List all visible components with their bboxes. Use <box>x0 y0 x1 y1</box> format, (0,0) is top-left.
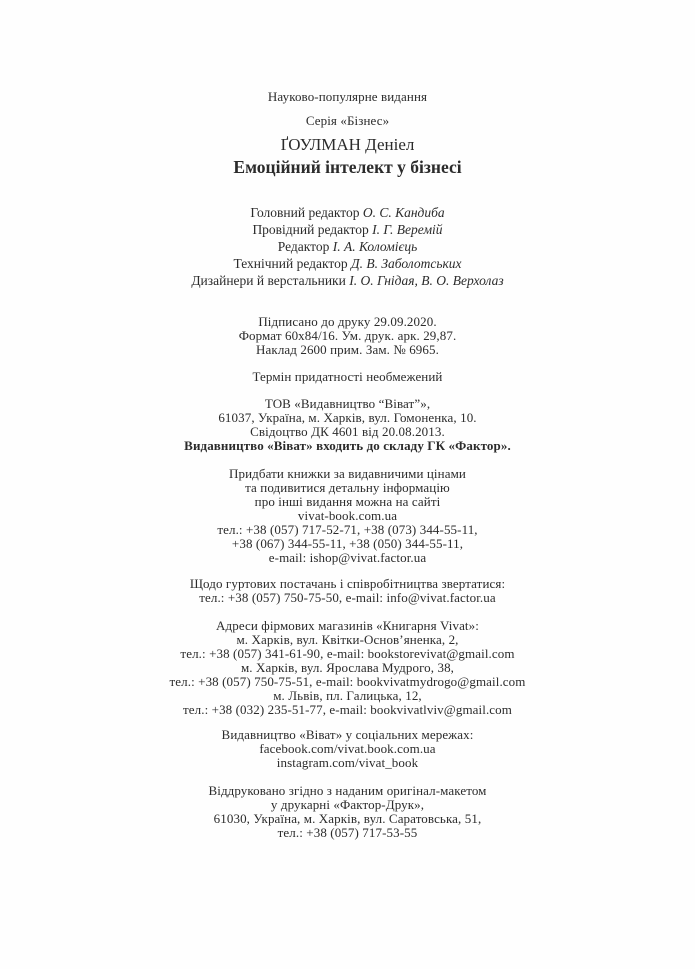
publisher-line: ТОВ «Видавництво “Віват”», <box>264 396 431 411</box>
purchase-line: про інші видання можна на сайті <box>254 494 441 509</box>
staff-name: О. С. Кандиба <box>362 205 445 220</box>
staff-role: Технічний редактор <box>233 256 351 271</box>
stores-header: Адреси фірмових магазинів «Книгарня Vivat»: <box>216 618 479 633</box>
store-contacts: тел.: +38 (057) 341-61-90, e-mail: bookstorevivat@gmail.com <box>180 646 515 661</box>
staff-line <box>0 221 695 238</box>
wholesale-block <box>0 577 695 605</box>
purchase-email: e-mail: ishop@vivat.factor.ua <box>268 550 427 565</box>
staff-block <box>0 204 695 289</box>
staff-line <box>0 204 695 221</box>
publisher-certificate: Свідоцтво ДК 4601 від 20.08.2013. <box>250 424 445 439</box>
staff-line <box>0 255 695 272</box>
staff-name: І. А. Коломієць <box>332 239 418 254</box>
purchase-phones: +38 (067) 344-55-11, +38 (050) 344-55-11, <box>231 536 464 551</box>
staff-name: І. О. Гнідая, В. О. Верхолаз <box>349 273 504 288</box>
store-contacts: тел.: +38 (032) 235-51-77, e-mail: bookvivatlviv@gmail.com <box>183 702 512 717</box>
purchase-line: Придбати книжки за видавничими цінами <box>229 466 466 481</box>
wholesale-contacts: тел.: +38 (057) 750-75-50, e-mail: info@vivat.factor.ua <box>199 590 496 605</box>
printing-house-phone: тел.: +38 (057) 717-53-55 <box>277 825 418 840</box>
print-run-block <box>0 315 695 357</box>
shelf-life-note: Термін придатності необмежений <box>252 369 443 384</box>
facebook-address: facebook.com/vivat.book.com.ua <box>259 741 436 756</box>
staff-role: Провідний редактор <box>252 222 373 237</box>
staff-name: Д. В. Заболотських <box>350 256 462 271</box>
publisher-address: 61037, Україна, м. Харків, вул. Гомоненка, 10. <box>218 410 477 425</box>
store-address: м. Харків, вул. Квітки-Основ’яненка, 2, <box>236 632 459 647</box>
staff-name: І. Г. Веремій <box>372 222 443 237</box>
publisher-website: vivat-book.com.ua <box>297 508 398 523</box>
stores-block <box>0 619 695 717</box>
social-header: Видавництво «Віват» у соціальних мережах: <box>221 727 474 742</box>
store-address: м. Харків, вул. Ярослава Мудрого, 38, <box>240 660 455 675</box>
store-address: м. Львів, пл. Галицька, 12, <box>273 688 422 703</box>
author-name: ҐОУЛМАН Деніел <box>280 135 415 154</box>
purchase-line: та подивитися детальну інформацію <box>245 480 450 495</box>
printing-house-block <box>0 784 695 840</box>
staff-line <box>0 272 695 289</box>
staff-role: Редактор <box>277 239 333 254</box>
staff-role: Дизайнери й верстальники <box>191 273 350 288</box>
store-contacts: тел.: +38 (057) 750-75-51, e-mail: bookvivatmydrogo@gmail.com <box>169 674 526 689</box>
book-title: Емоційний інтелект у бізнесі <box>233 157 462 177</box>
print-run-line: Формат 60х84/16. Ум. друк. арк. 29,87. <box>238 328 457 343</box>
staff-role: Головний редактор <box>250 205 363 220</box>
printing-house-line: у друкарні «Фактор-Друк», <box>270 797 425 812</box>
print-run-line: Наклад 2600 прим. Зам. № 6965. <box>256 342 439 357</box>
wholesale-note: Щодо гуртових постачань і співробітництва звертатися: <box>189 576 506 591</box>
series-name: Серія «Бізнес» <box>305 113 390 128</box>
social-media-block <box>0 728 695 770</box>
publisher-block <box>0 397 695 453</box>
print-run-line: Підписано до друку 29.09.2020. <box>258 314 437 329</box>
purchase-phones: тел.: +38 (057) 717-52-71, +38 (073) 344-55-11, <box>217 522 478 537</box>
publisher-group-note: Видавництво «Віват» входить до складу ГК «Фактор». <box>184 438 511 453</box>
staff-line <box>0 238 695 255</box>
printing-house-address: 61030, Україна, м. Харків, вул. Саратовська, 51, <box>213 811 482 826</box>
title-block <box>0 134 695 178</box>
purchase-block <box>0 467 695 565</box>
edition-type: Науково-популярне видання <box>267 89 428 104</box>
instagram-address: instagram.com/vivat_book <box>276 755 419 770</box>
printing-house-line: Віддруковано згідно з наданим оригінал-макетом <box>208 783 487 798</box>
